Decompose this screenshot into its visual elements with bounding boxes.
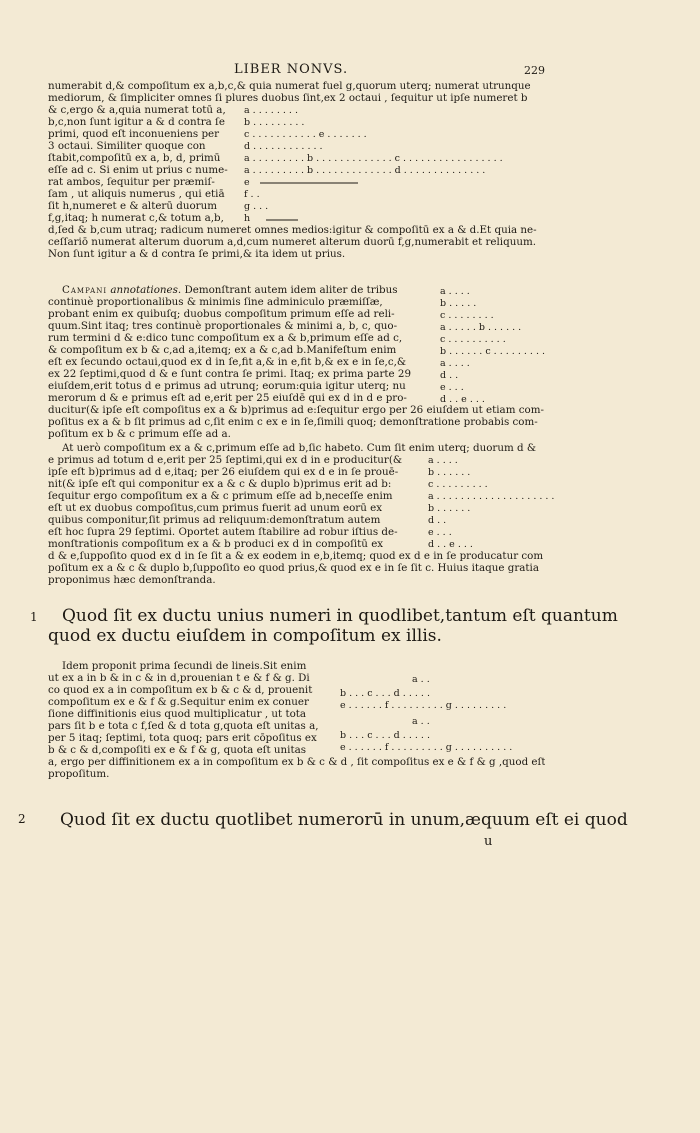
- text-line: per 5 itaq; ſeptimi, tota quoq; pars erit cōpoſitus ex: [48, 732, 317, 744]
- figure-label: a . . . . . . . . . . . . . . . . . . . .: [428, 491, 555, 502]
- text-line: ſit h,numeret e & alterū duorum: [48, 200, 218, 212]
- figure-label: b . . . c . . . d . . . . .: [340, 688, 430, 699]
- figure-label: e . . .: [428, 527, 452, 538]
- text-line: ſequitur ergo compoſitum ex a & c primum eſſe ad b,neceſſe enim: [48, 490, 393, 502]
- annotationes-label: annotationes.: [110, 284, 182, 296]
- figure-label: a . . . . . b . . . . . .: [440, 322, 522, 333]
- text-line: [62, 284, 398, 296]
- text-line: quibus componitur,ſit primus ad reliquum:demonſtratum autem: [48, 514, 381, 526]
- text-line: eſſe ad c. Si enim ut prius c nume-: [48, 164, 228, 176]
- figure-label: e . . .: [440, 382, 464, 393]
- text-line: pars ſit b e tota c f,ſed & d tota g,quota eſt unitas a,: [48, 720, 319, 732]
- text-line: ceſſariō numerat alterum duorum a,d,cum numeret alterum duorū f,g,numerabit et reliquum.: [48, 236, 536, 248]
- margin-number: 1: [30, 610, 38, 624]
- folio-number: 229: [524, 64, 545, 77]
- text-line: & compoſitum ex b & c,ad a,itemq; ex a & c,ad b.Manifeſtum enim: [48, 344, 397, 356]
- figure-1-rules: [258, 178, 368, 228]
- campani-label: Campani: [62, 284, 108, 296]
- figure-label: h: [244, 213, 251, 224]
- text-line: probant enim ex quibuſq; duobus compoſitum primum eſſe ad reli-: [48, 308, 395, 320]
- text-span: Demonſtrant autem idem aliter de tribus: [181, 284, 398, 296]
- figure-label: e . . . . . . f . . . . . . . . . g . . . . . . . . .: [340, 700, 507, 711]
- text-line: primi, quod eſt inconueniens per: [48, 128, 220, 140]
- figure-label: d . . . . . . . . . . . .: [244, 141, 323, 152]
- text-line: eſt ex ſecundo octaui,quod ex d in ſe,fit a,& in e,fit b,& ex e in ſe,c,&: [48, 356, 407, 368]
- text-line: d,ſed & b,cum utraq; radicum numeret omnes medios:igitur & compoſitū ex a & d.Et quia ne-: [48, 224, 537, 236]
- text-line: b & c & d,compoſiti ex e & f & g, quota eſt unitas: [48, 744, 307, 756]
- figure-label: b . . . . . .: [428, 503, 471, 514]
- text-line: d & e,ſuppoſito quod ex d in ſe ſit a & ex eodem in e,b,itemq; quod ex d e in ſe producatur com: [48, 550, 544, 562]
- text-line: Idem proponit prima ſecundi de lineis.Sit enim: [62, 660, 307, 672]
- text-line: a, ergo per diffinitionem ex a in compoſitum ex b & c & d , ſit compoſitus ex e & f & g ,quod eſt: [48, 756, 546, 768]
- text-line: ſtabit,compoſitū ex a, b, d, primū: [48, 152, 221, 164]
- figure-label: b . . . . . .: [428, 467, 471, 478]
- text-line: monſtrationis compoſitum ex a & b produci ex d in compoſitū ex: [48, 538, 384, 550]
- figure-label: a . . . . . . . . . b . . . . . . . . . . . . . d . . . . . . . . . . . . . .: [244, 165, 486, 176]
- margin-number: 2: [18, 812, 26, 826]
- figure-label: e . . . . . . f . . . . . . . . . g . . . . . . . . . .: [340, 742, 513, 753]
- text-line: numerabit d,& compoſitum ex a,b,c,& quia numerat fuel g,quorum uterq; numerat utrunque: [48, 80, 531, 92]
- figure-label: a . . . . . . . . . b . . . . . . . . . . . . . c . . . . . . . . . . . . . . . . .: [244, 153, 503, 164]
- text-line: At uerò compoſitum ex a & c,primum eſſe ad b,ſic habeto. Cum ſit enim uterq; duorum d &: [62, 442, 537, 454]
- figure-label: a . . . .: [428, 455, 458, 466]
- text-line: Non ſunt igitur a & d contra ſe primi,& ita idem ut prius.: [48, 248, 346, 260]
- figure-label: a . . . . . . . .: [244, 105, 298, 116]
- text-line: ducitur(& ipſe eſt compoſitus ex a & b)primus ad e:ſequitur ergo per 26 eiuſdem ut etiam com-: [48, 404, 544, 416]
- figure-label: b . . . . .: [440, 298, 477, 309]
- text-line: ipſe eſt b)primus ad d e,itaq; per 26 eiuſdem qui ex d e in ſe prouē-: [48, 466, 399, 478]
- text-line: ut ex a in b & in c & in d,prouenian t e & f & g. Di: [48, 672, 310, 684]
- text-line: eſt ut ex duobus compoſitus,cum primus fuerit ad unum eorū ex: [48, 502, 383, 514]
- text-line: nit(& ipſe eſt qui componitur ex a & c & duplo b)primus erit ad b:: [48, 478, 392, 490]
- text-line: ſam , ut aliquis numerus , qui etiā: [48, 188, 225, 200]
- figure-label: d . .: [428, 515, 447, 526]
- text-line: & c,ergo & a,quia numerat totū a,: [48, 104, 226, 116]
- text-line: continuè proportionalibus & minimis ſine adminiculo præmiſſæ,: [48, 296, 383, 308]
- figure-label: f . .: [244, 189, 260, 200]
- text-line: poſitus ex a & b ſit primus ad c,ſit enim c ex e in ſe,ſimili quoq; demonſtratione probabis com-: [48, 416, 538, 428]
- text-line: ſione diffinitionis eius quod multiplicatur , ut tota: [48, 708, 307, 720]
- text-line: mediorum, & ſimpliciter omnes ſi plures duobus ſint,ex 2 octaui , ſequitur ut ipſe numeret b: [48, 92, 528, 104]
- running-head: LIBER NONVS.: [234, 62, 349, 77]
- text-line: f,g,itaq; h numerat c,& totum a,b,: [48, 212, 224, 224]
- figure-label: b . . . c . . . d . . . . .: [340, 730, 430, 741]
- figure-label: a . . . .: [440, 286, 470, 297]
- text-line: b,c,non ſunt igitur a & d contra ſe: [48, 116, 225, 128]
- figure-label: a . .: [412, 674, 430, 685]
- text-line: e primus ad totum d e,erit per 25 ſeptimi,qui ex d in e producitur(&: [48, 454, 403, 466]
- text-line: quum.Sint itaq; tres continuè proportionales & minimi a, b, c, quo-: [48, 320, 398, 332]
- text-line: rum termini d & e:dico tunc compoſitum ex a & b,primum eſſe ad c,: [48, 332, 403, 344]
- text-line: proponimus hæc demonſtranda.: [48, 574, 216, 586]
- text-line: eiuſdem,erit totus d e primus ad utrunq; eorum:quia igitur uterq; nu: [48, 380, 406, 392]
- proposition-heading: Quod ſit ex ductu quotlibet numerorū in unum,æquum eſt ei quod: [60, 810, 628, 830]
- text-line: poſitum ex b & c primum eſſe ad a.: [48, 428, 231, 440]
- text-line: rat ambos, ſequitur per præmiſ-: [48, 176, 215, 188]
- text-line: poſitum ex a & c & duplo b,ſuppoſito eo quod prius,& quod ex e in ſe ſit c. Huius itaque gratia: [48, 562, 539, 574]
- text-line: co quod ex a in compoſitum ex b & c & d, prouenit: [48, 684, 313, 696]
- figure-label: d . . e . . .: [440, 394, 485, 405]
- figure-label: b . . . . . . c . . . . . . . . .: [440, 346, 546, 357]
- figure-label: e: [244, 177, 250, 188]
- figure-label: d . . e . . .: [428, 539, 473, 550]
- text-line: 3 octaui. Similiter quoque con: [48, 140, 206, 152]
- figure-label: a . . . .: [440, 358, 470, 369]
- text-line: eſt hoc ſupra 29 ſeptimi. Oportet autem ſtabilire ad robur iſtius de-: [48, 526, 398, 538]
- figure-label: c . . . . . . . . . .: [440, 334, 506, 345]
- figure-label: b . . . . . . . . .: [244, 117, 305, 128]
- figure-label: c . . . . . . . . . . . e . . . . . . .: [244, 129, 367, 140]
- proposition-heading: Quod ſit ex ductu unius numeri in quodlibet,tantum eſt quantum: [62, 606, 618, 626]
- proposition-heading: quod ex ductu eiuſdem in compoſitum ex illis.: [48, 626, 442, 646]
- text-line: merorum d & e primus eſt ad e,erit per 25 eiuſdē qui ex d in d e pro-: [48, 392, 407, 404]
- figure-label: d . .: [440, 370, 459, 381]
- catchword: u: [484, 836, 493, 848]
- text-line: ex 22 ſeptimi,quod d & e ſunt contra ſe primi. Itaq; ex prima parte 29: [48, 368, 412, 380]
- figure-label: a . .: [412, 716, 430, 727]
- figure-label: c . . . . . . . . .: [428, 479, 488, 490]
- text-line: compoſitum ex e & f & g.Sequitur enim ex conuer: [48, 696, 309, 708]
- figure-label: c . . . . . . . .: [440, 310, 494, 321]
- figure-label: g . . .: [244, 201, 269, 212]
- text-line: propoſitum.: [48, 768, 110, 780]
